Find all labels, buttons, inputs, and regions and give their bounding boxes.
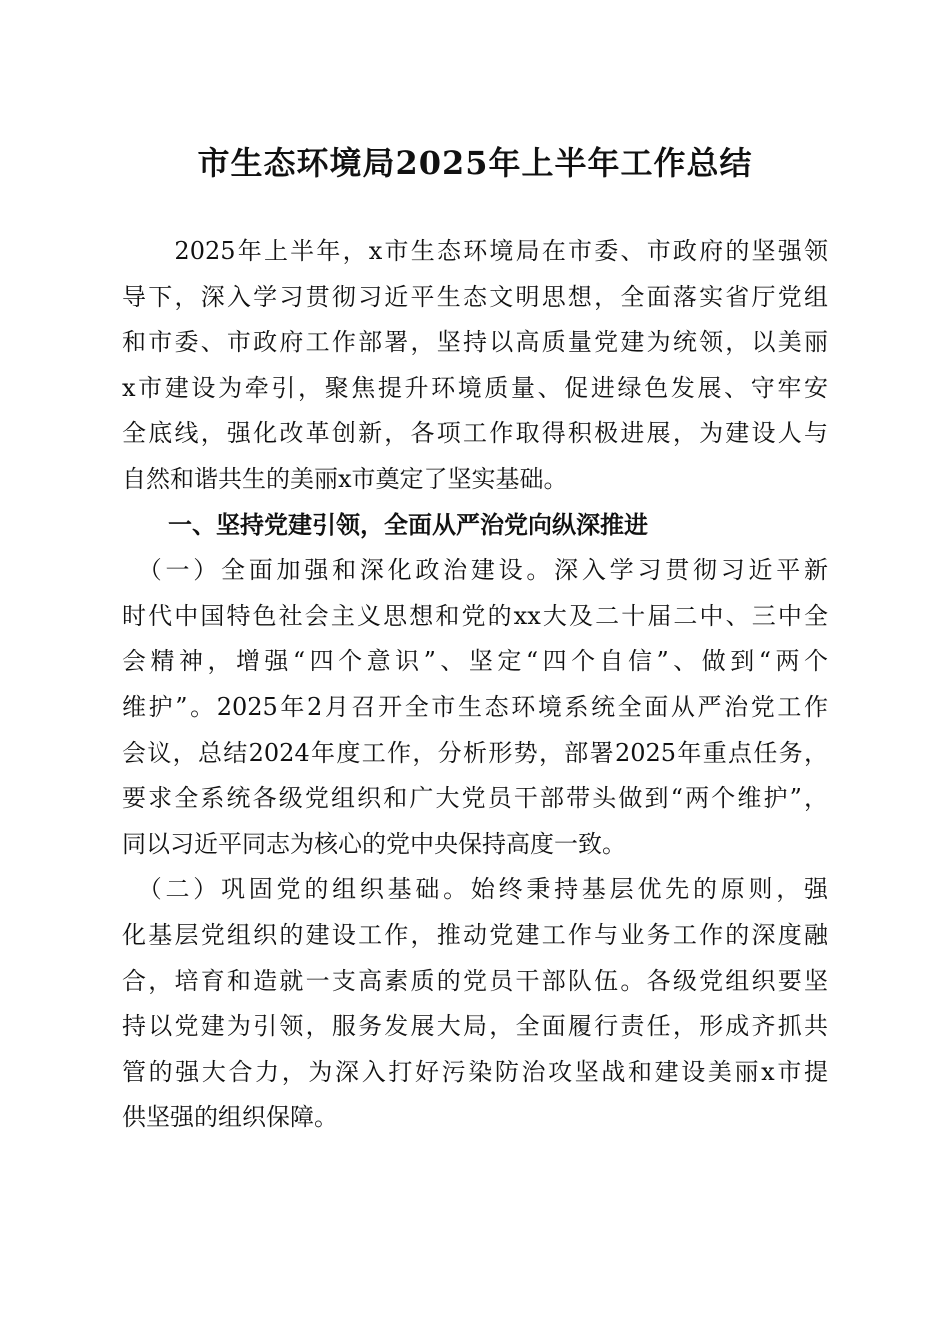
text-line: 全底线，强化改革创新，各项工作取得积极进展，为建设人与: [122, 419, 828, 448]
subsection-paragraph-2: [122, 867, 828, 1141]
text-line: x市建设为牵引，聚焦提升环境质量、促进绿色发展、守牢安: [122, 373, 828, 402]
text-line: 2025年上半年，x市生态环境局在市委、市政府的坚强领: [122, 237, 828, 265]
text-line: 时代中国特色社会主义思想和党的xx大及二十届二中、三中全: [122, 601, 828, 630]
text-line: 同以习近平同志为核心的党中央保持高度一致。: [122, 829, 626, 858]
text-line: 和市委、市政府工作部署，坚持以高质量党建为统领，以美丽: [122, 328, 828, 357]
text-line: 导下，深入学习贯彻习近平生态文明思想，全面落实省厅党组: [122, 282, 828, 311]
subsection-paragraph-1: [122, 548, 828, 867]
intro-paragraph: [122, 229, 828, 503]
text-line: 持以党建为引领，服务发展大局，全面履行责任，形成齐抓共: [122, 1012, 828, 1041]
document-title: 市生态环境局2025年上半年工作总结: [197, 144, 753, 182]
text-line: （一）全面加强和深化政治建设。深入学习贯彻习近平新: [122, 556, 828, 585]
text-line: 供坚强的组织保障。: [122, 1103, 338, 1132]
text-line: 要求全系统各级党组织和广大党员干部带头做到“两个维护”，: [122, 784, 828, 813]
text-line: 维护”。2025年2月召开全市生态环境系统全面从严治党工作: [122, 692, 828, 721]
text-line: 会精神，增强“四个意识”、坚定“四个自信”、做到“两个: [122, 647, 828, 676]
document-body: [122, 229, 828, 1141]
text-line: （二）巩固党的组织基础。始终秉持基层优先的原则，强: [122, 875, 828, 904]
text-line: 自然和谐共生的美丽x市奠定了坚实基础。: [122, 464, 568, 493]
text-line: 化基层党组织的建设工作，推动党建工作与业务工作的深度融: [122, 920, 828, 949]
text-line: 合，培育和造就一支高素质的党员干部队伍。各级党组织要坚: [122, 966, 828, 995]
text-line: 管的强大合力，为深入打好污染防治攻坚战和建设美丽x市提: [122, 1057, 828, 1086]
text-line: 会议，总结2024年度工作，分析形势，部署2025年重点任务，: [122, 738, 828, 767]
section-heading: 一、坚持党建引领，全面从严治党向纵深推进: [168, 510, 648, 539]
